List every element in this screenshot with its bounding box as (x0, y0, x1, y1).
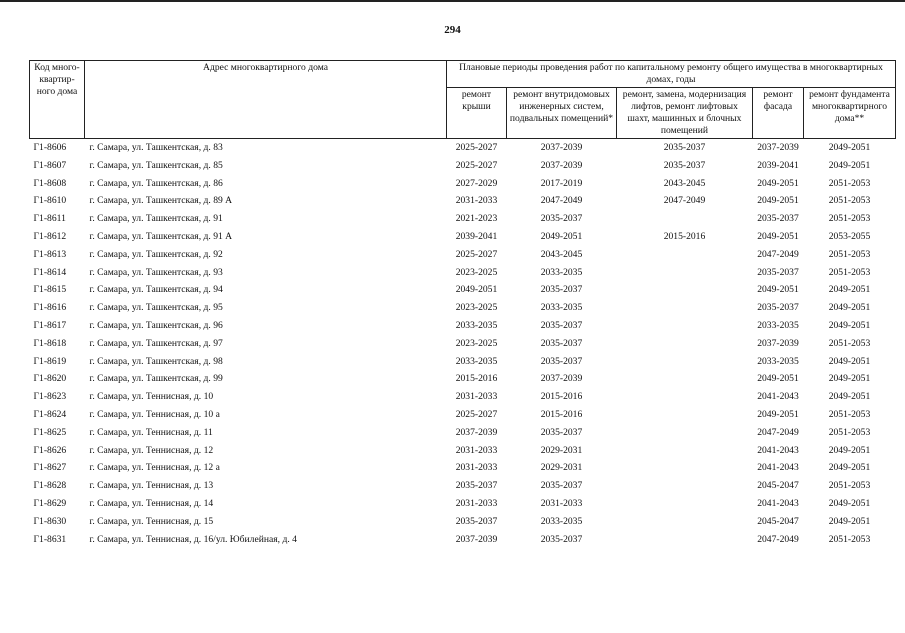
cell-facade: 2035-2037 (757, 302, 799, 314)
cell-code: Г1-8611 (33, 213, 66, 225)
cell-systems: 2035-2037 (540, 319, 583, 331)
cell-roof: 2031-2033 (455, 497, 498, 509)
cell-foundation: 2049-2051 (828, 142, 871, 153)
cell-foundation: 2049-2051 (828, 497, 871, 509)
cell-foundation: 2049-2051 (828, 284, 871, 296)
cell-facade: 2033-2035 (757, 355, 799, 367)
cell-address: г. Самара, ул. Ташкентская, д. 96 (89, 319, 223, 331)
header-code: Код много-квартир-ного дома (30, 61, 85, 139)
cell-foundation: 2051-2053 (828, 213, 871, 225)
cell-systems: 2035-2037 (540, 480, 583, 492)
table-row (30, 210, 896, 228)
cell-code: Г1-8618 (33, 337, 67, 349)
cell-lifts (617, 353, 753, 371)
table-row (30, 192, 896, 210)
cell-facade: 2037-2039 (757, 337, 799, 349)
cell-address: г. Самара, ул. Теннисная, д. 11 (89, 426, 213, 438)
cell-systems: 2037-2039 (540, 373, 583, 385)
cell-foundation: 2049-2051 (828, 391, 871, 403)
cell-lifts (617, 210, 753, 228)
cell-facade: 2047-2049 (757, 533, 799, 545)
cell-systems: 2049-2051 (540, 230, 583, 242)
cell-systems: 2035-2037 (540, 533, 583, 545)
cell-code: Г1-8624 (33, 408, 67, 420)
capital-repair-table (29, 60, 896, 548)
cell-foundation: 2049-2051 (828, 355, 871, 367)
cell-lifts: 2035-2037 (663, 159, 706, 171)
cell-lifts (617, 370, 753, 388)
cell-lifts (617, 495, 753, 513)
cell-lifts (617, 246, 753, 264)
cell-address: г. Самара, ул. Теннисная, д. 10 (89, 391, 214, 403)
cell-roof: 2033-2035 (455, 355, 498, 367)
cell-lifts (617, 477, 753, 495)
table-row (30, 157, 896, 175)
cell-facade: 2041-2043 (757, 497, 799, 509)
cell-foundation: 2051-2053 (828, 177, 871, 189)
cell-code: Г1-8627 (33, 462, 67, 474)
cell-address: г. Самара, ул. Ташкентская, д. 91 (89, 213, 223, 225)
cell-systems: 2033-2035 (540, 302, 583, 314)
cell-code: Г1-8610 (33, 195, 67, 207)
cell-foundation: 2049-2051 (828, 462, 871, 474)
cell-lifts: 2043-2045 (663, 177, 706, 189)
cell-facade: 2037-2039 (757, 142, 799, 153)
cell-systems: 2029-2031 (540, 462, 583, 474)
cell-roof: 2039-2041 (455, 230, 498, 242)
cell-foundation: 2051-2053 (828, 408, 871, 420)
table-row (30, 513, 896, 531)
cell-systems: 2035-2037 (540, 337, 583, 349)
header-periods: Плановые периоды проведения работ по капитальному ремонту общего имущества в многоквартирных домах, годы (447, 61, 896, 88)
cell-code: Г1-8631 (33, 533, 67, 545)
table-row (30, 424, 896, 442)
table-row (30, 406, 896, 424)
cell-systems: 2037-2039 (540, 159, 583, 171)
table-row (30, 370, 896, 388)
cell-code: Г1-8617 (33, 319, 67, 331)
cell-facade: 2035-2037 (757, 213, 799, 225)
cell-foundation: 2051-2053 (828, 195, 871, 207)
cell-foundation: 2049-2051 (828, 319, 871, 331)
cell-roof: 2035-2037 (455, 480, 498, 492)
cell-roof: 2035-2037 (455, 515, 498, 527)
cell-lifts (617, 531, 753, 549)
page-number: 294 (444, 24, 461, 36)
cell-address: г. Самара, ул. Теннисная, д. 15 (89, 515, 214, 527)
table-row (30, 531, 896, 549)
table-row (30, 228, 896, 246)
cell-facade: 2049-2051 (757, 284, 799, 296)
cell-systems: 2033-2035 (540, 515, 583, 527)
cell-roof: 2025-2027 (455, 248, 498, 260)
cell-roof: 2015-2016 (455, 373, 498, 385)
cell-facade: 2047-2049 (757, 248, 799, 260)
cell-code: Г1-8620 (33, 373, 67, 385)
cell-code: Г1-8615 (33, 284, 67, 296)
cell-address: г. Самара, ул. Теннисная, д. 13 (89, 480, 214, 492)
cell-facade: 2049-2051 (757, 230, 799, 242)
cell-address: г. Самара, ул. Ташкентская, д. 83 (89, 142, 223, 153)
cell-facade: 2045-2047 (757, 515, 799, 527)
cell-roof: 2021-2023 (455, 213, 498, 225)
cell-roof: 2037-2039 (455, 533, 498, 545)
cell-systems: 2029-2031 (540, 444, 583, 456)
cell-systems: 2043-2045 (540, 248, 583, 260)
table-row (30, 281, 896, 299)
cell-lifts (617, 459, 753, 477)
cell-systems: 2035-2037 (540, 426, 583, 438)
cell-foundation: 2053-2055 (828, 230, 871, 242)
header-lifts: ремонт, замена, модернизация лифтов, ремонт лифтовых шахт, машинных и блочных помещений (617, 88, 753, 139)
cell-systems: 2047-2049 (540, 195, 583, 207)
cell-facade: 2035-2037 (757, 266, 799, 278)
cell-lifts (617, 317, 753, 335)
cell-address: г. Самара, ул. Теннисная, д. 12 (89, 444, 214, 456)
cell-roof: 2025-2027 (455, 159, 498, 171)
cell-lifts (617, 264, 753, 282)
cell-facade: 2045-2047 (757, 480, 799, 492)
table-row (30, 317, 896, 335)
cell-foundation: 2051-2053 (828, 337, 871, 349)
table-row (30, 353, 896, 371)
cell-roof: 2027-2029 (455, 177, 498, 189)
cell-code: Г1-8629 (33, 497, 67, 509)
cell-address: г. Самара, ул. Теннисная, д. 14 (89, 497, 214, 509)
table-row (30, 477, 896, 495)
cell-systems: 2037-2039 (540, 142, 583, 153)
table-row (30, 246, 896, 264)
cell-facade: 2047-2049 (757, 426, 799, 438)
table-row (30, 299, 896, 317)
cell-systems: 2035-2037 (540, 284, 583, 296)
header-foundation: ремонт фундамента многоквартирного дома** (804, 88, 896, 139)
table-row (30, 388, 896, 406)
cell-address: г. Самара, ул. Ташкентская, д. 94 (89, 284, 223, 296)
header-systems: ремонт внутридомовых инженерных систем, подвальных помещений* (507, 88, 617, 139)
cell-facade: 2049-2051 (757, 195, 799, 207)
header-address: Адрес многоквартирного дома (85, 61, 447, 139)
cell-code: Г1-8630 (33, 515, 67, 527)
cell-address: г. Самара, ул. Ташкентская, д. 97 (89, 337, 223, 349)
cell-roof: 2033-2035 (455, 319, 498, 331)
cell-foundation: 2049-2051 (828, 302, 871, 314)
cell-address: г. Самара, ул. Ташкентская, д. 95 (89, 302, 223, 314)
cell-address: г. Самара, ул. Ташкентская, д. 92 (89, 248, 223, 260)
cell-roof: 2031-2033 (455, 462, 498, 474)
cell-roof: 2023-2025 (455, 266, 498, 278)
cell-facade: 2041-2043 (757, 444, 799, 456)
cell-code: Г1-8623 (33, 391, 67, 403)
cell-code: Г1-8626 (33, 444, 67, 456)
cell-address: г. Самара, ул. Ташкентская, д. 86 (89, 177, 223, 189)
cell-facade: 2049-2051 (757, 408, 799, 420)
cell-code: Г1-8619 (33, 355, 67, 367)
cell-code: Г1-8628 (33, 480, 67, 492)
table-row (30, 264, 896, 282)
cell-address: г. Самара, ул. Ташкентская, д. 91 А (89, 230, 233, 242)
table-row (30, 442, 896, 460)
cell-roof: 2031-2033 (455, 391, 498, 403)
cell-address: г. Самара, ул. Теннисная, д. 12 а (89, 462, 220, 474)
cell-roof: 2023-2025 (455, 337, 498, 349)
cell-code: Г1-8613 (33, 248, 67, 260)
cell-foundation: 2049-2051 (828, 444, 871, 456)
cell-foundation: 2051-2053 (828, 480, 871, 492)
table-row (30, 459, 896, 477)
cell-foundation: 2051-2053 (828, 266, 871, 278)
cell-code: Г1-8607 (33, 159, 67, 171)
cell-code: Г1-8625 (33, 426, 67, 438)
cell-foundation: 2049-2051 (828, 373, 871, 385)
cell-lifts: 2047-2049 (663, 195, 706, 207)
cell-address: г. Самара, ул. Теннисная, д. 10 а (89, 408, 220, 420)
cell-facade: 2049-2051 (757, 177, 799, 189)
cell-foundation: 2051-2053 (828, 426, 871, 438)
top-rule (0, 0, 905, 2)
cell-code: Г1-8614 (33, 266, 67, 278)
cell-roof: 2037-2039 (455, 426, 498, 438)
cell-foundation: 2051-2053 (828, 533, 871, 545)
cell-systems: 2033-2035 (540, 266, 583, 278)
cell-code: Г1-8606 (33, 142, 67, 153)
cell-roof: 2049-2051 (455, 284, 498, 296)
cell-facade: 2033-2035 (757, 319, 799, 331)
cell-lifts: 2015-2016 (663, 230, 706, 242)
cell-facade: 2041-2043 (757, 391, 799, 403)
cell-roof: 2025-2027 (455, 408, 498, 420)
cell-foundation: 2051-2053 (828, 248, 871, 260)
cell-roof: 2023-2025 (455, 302, 498, 314)
cell-address: г. Самара, ул. Ташкентская, д. 93 (89, 266, 223, 278)
cell-facade: 2049-2051 (757, 373, 799, 385)
cell-systems: 2015-2016 (540, 391, 583, 403)
cell-roof: 2031-2033 (455, 195, 498, 207)
cell-address: г. Самара, ул. Ташкентская, д. 85 (89, 159, 223, 171)
cell-lifts (617, 442, 753, 460)
cell-roof: 2031-2033 (455, 444, 498, 456)
cell-lifts (617, 299, 753, 317)
table-row (30, 495, 896, 513)
header-facade: ремонт фасада (753, 88, 804, 139)
table-row (30, 175, 896, 193)
cell-code: Г1-8616 (33, 302, 67, 314)
cell-address: г. Самара, ул. Теннисная, д. 16/ул. Юбилейная, д. 4 (89, 533, 297, 545)
cell-systems: 2017-2019 (540, 177, 583, 189)
cell-address: г. Самара, ул. Ташкентская, д. 89 А (89, 195, 233, 207)
cell-address: г. Самара, ул. Ташкентская, д. 98 (89, 355, 223, 367)
table-row (30, 335, 896, 353)
cell-systems: 2035-2037 (540, 213, 583, 225)
cell-code: Г1-8612 (33, 230, 67, 242)
cell-facade: 2039-2041 (757, 159, 799, 171)
table-row (30, 139, 896, 157)
table-body (30, 139, 896, 549)
cell-lifts (617, 406, 753, 424)
cell-foundation: 2049-2051 (828, 159, 871, 171)
header-roof: ремонт крыши (447, 88, 507, 139)
cell-systems: 2031-2033 (540, 497, 583, 509)
cell-code: Г1-8608 (33, 177, 67, 189)
cell-systems: 2035-2037 (540, 355, 583, 367)
cell-lifts (617, 388, 753, 406)
cell-facade: 2041-2043 (757, 462, 799, 474)
cell-foundation: 2049-2051 (828, 515, 871, 527)
cell-lifts (617, 281, 753, 299)
cell-address: г. Самара, ул. Ташкентская, д. 99 (89, 373, 223, 385)
cell-lifts (617, 424, 753, 442)
cell-lifts (617, 513, 753, 531)
cell-roof: 2025-2027 (455, 142, 498, 153)
cell-lifts (617, 335, 753, 353)
cell-lifts: 2035-2037 (663, 142, 706, 153)
cell-systems: 2015-2016 (540, 408, 583, 420)
